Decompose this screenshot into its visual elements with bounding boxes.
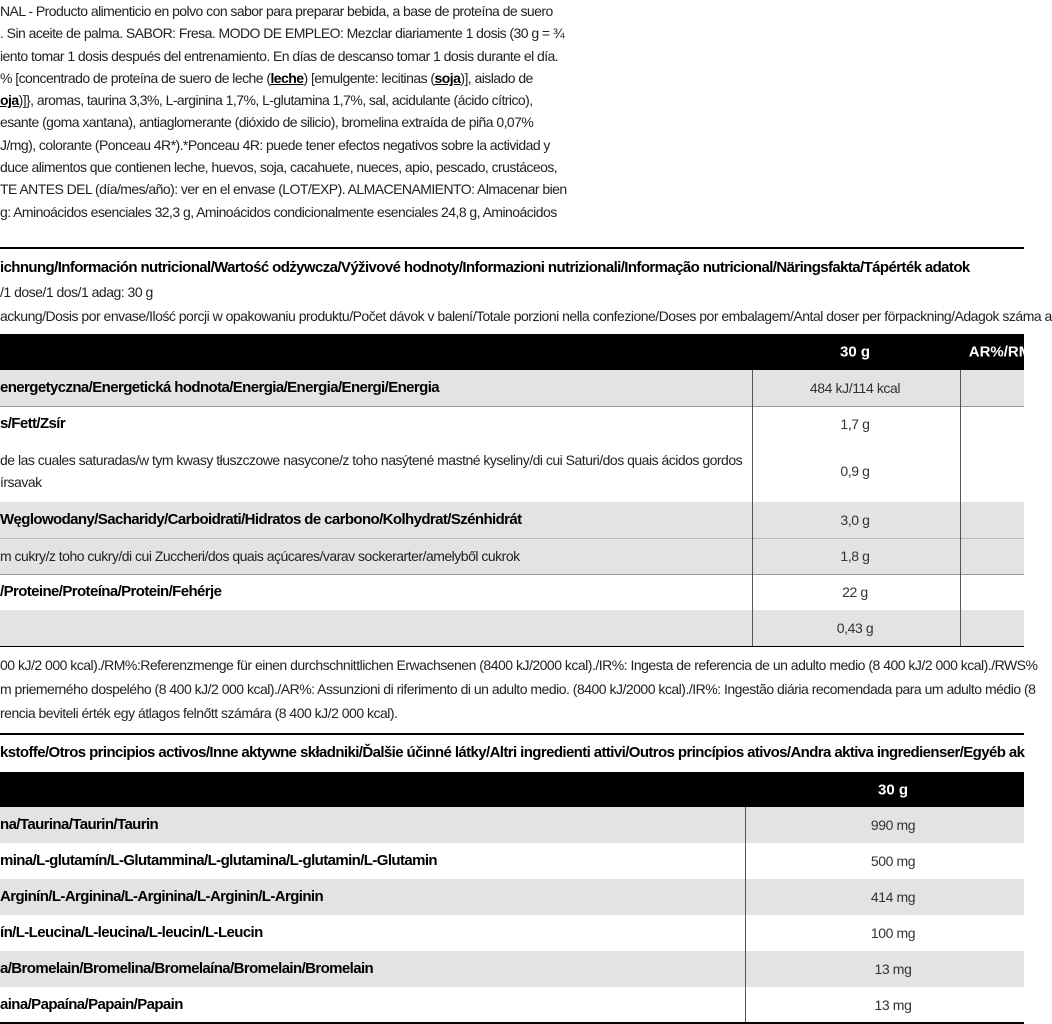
- table-row: [0, 370, 1024, 406]
- reference-intake-footnote: 00 kJ/2 000 kcal)./RM%:Referenzmenge für einen durchschnittlichen Erwachsenen (8400 kJ/2000 kcal)./IR%: Ingesta de referencia de un adulto medio (8 400 kJ/2 000 kcal)./RWS% m priemerného dospelého (8 400 kJ/2 000 kcal)./AR%: Assunzioni di riferimento di un adulto medio. (8400 kJ/2000 kcal)./IR%: Ingestão diária recomendada para um adulto médio (8 rencia beviteli érték egy átlagos felnőtt számára (8 400 kJ/2 000 kcal).: [0, 657, 1038, 721]
- ingredients-line: duce alimentos que contienen leche, huevos, soja, cacahuete, nueces, apio, pescado, crustáceos,: [0, 159, 558, 176]
- dose-line: /1 dose/1 dos/1 adag: 30 g: [0, 284, 153, 300]
- nutrient-fat-value: 1,7 g: [840, 416, 870, 432]
- actives-heading: kstoffe/Otros principios activos/Inne aktywne składniki/Ďalšie účinné látky/Altri ingredienti attivi/Outros princípios ativos/Andra aktiva ingredienser/Egyéb ak: [0, 744, 1025, 761]
- table-row: [0, 406, 1024, 442]
- ingredients-line: NAL - Producto alimenticio en polvo con sabor para preparar bebida, a base de proteína de suero: [0, 3, 553, 19]
- nutrition-heading: ichnung/Información nutricional/Wartość odżywcza/Výživové hodnoty/Informazioni nutrizionali/Informação nutricional/Näringsfakta/Tápérték adatok: [0, 259, 970, 276]
- nutrition-table-header: [0, 334, 1032, 370]
- active-taurine-value: 990 mg: [870, 817, 916, 833]
- table-row: [0, 879, 1024, 915]
- column-reference-intake: AR%/RM: [968, 343, 1032, 361]
- ingredients-line: g: Aminoácidos esenciales 32,3 g, Aminoácidos condicionalmente esenciales 24,8 g, Aminoácidos: [0, 203, 557, 220]
- ingredients-line: % [concentrado de proteína de suero de leche (leche) [emulgente: lecitinas (soja)], aislado de: [0, 69, 533, 86]
- nutrient-carbohydrate-label: Węglowodany/Sacharidy/Carboidrati/Hidratos de carbono/Kolhydrat/Szénhidrát: [0, 511, 522, 528]
- allergen-soja: oja: [0, 92, 19, 109]
- active-glutamine-value: 500 mg: [870, 853, 916, 869]
- active-glutamine-label: mina/L-glutamín/L-Glutammina/L-glutamina/L-glutamin/L-Glutamin: [0, 852, 437, 869]
- nutrient-saturates-value: 0,9 g: [840, 463, 870, 479]
- section-divider: [0, 733, 1024, 735]
- active-papain-label: aina/Papaína/Papain/Papain: [0, 996, 183, 1013]
- table-row: [0, 987, 1024, 1023]
- table-row: [0, 502, 1024, 538]
- active-papain-value: 13 mg: [874, 997, 912, 1013]
- nutrient-saturates-label: de las cuales saturadas/w tym kwasy tłuszczowe nasycone/z toho nasýtené mastné kyseliny/di cui Saturi/dos quais ácidos gordos írsavak: [0, 452, 743, 490]
- column-amount: 30 g: [877, 781, 909, 798]
- ingredients-line: oja)]}, aromas, taurina 3,3%, L-arginina 1,7%, L-glutamina 1,7%, sal, acidulante (ácido cítrico),: [0, 92, 533, 109]
- row-divider: [0, 538, 1024, 539]
- active-bromelain-value: 13 mg: [874, 961, 912, 977]
- actives-table-header: [0, 772, 1024, 807]
- table-row: [0, 538, 1024, 574]
- servings-line: ackung/Dosis por envase/Ilość porcji w opakowaniu produktu/Počet dávok v balení/Totale porzioni nella confezione/Doses por embalagem/Antal doser per förpackning/Adagok száma a: [0, 308, 1052, 324]
- column-amount: 30 g: [839, 343, 871, 361]
- active-arginine-value: 414 mg: [870, 889, 916, 905]
- table-row: [0, 442, 1024, 502]
- ingredients-line: J/mg), colorante (Ponceau 4R*).*Ponceau 4R: puede tener efectos negativos sobre la actividad y: [0, 136, 550, 153]
- column-divider: [960, 370, 961, 646]
- active-leucine-label: ín/L-Leucina/L-leucina/L-leucin/L-Leucin: [0, 924, 263, 941]
- active-taurine-label: na/Taurina/Taurin/Taurin: [0, 816, 159, 833]
- nutrient-protein-label: /Proteine/Proteína/Protein/Fehérje: [0, 583, 222, 600]
- table-row: [0, 610, 1024, 646]
- active-arginine-label: Arginín/L-Arginina/L-Arginina/L-Arginin/L-Arginin: [0, 888, 324, 905]
- active-bromelain-label: a/Bromelain/Bromelina/Bromelaína/Bromelain/Bromelain: [0, 960, 374, 977]
- ingredients-line: TE ANTES DEL (día/mes/año): ver en el envase (LOT/EXP). ALMACENAMIENTO: Almacenar bien: [0, 181, 567, 198]
- row-divider: [0, 406, 1024, 407]
- nutrient-sugars-label: m cukry/z toho cukry/di cui Zuccheri/dos quais açúcares/varav sockerarter/amelyből cukrok: [0, 548, 520, 564]
- nutrient-sugars-value: 1,8 g: [840, 548, 870, 564]
- nutrient-protein-value: 22 g: [842, 584, 868, 600]
- nutrient-salt-value: 0,43 g: [836, 620, 874, 636]
- ingredients-line: iento tomar 1 dosis después del entrenamiento. En días de descanso tomar 1 dosis durante el día.: [0, 47, 559, 64]
- nutrient-energy-value: 484 kJ/114 kcal: [809, 380, 901, 396]
- column-divider: [752, 370, 753, 646]
- nutrient-energy-label: energetyczna/Energetická hodnota/Energia/Energia/Energi/Energia: [0, 379, 440, 396]
- row-divider: [0, 574, 1024, 575]
- ingredients-paragraph: [0, 0, 567, 223]
- allergen-soja: soja: [434, 69, 461, 86]
- nutrient-fat-label: s/Fett/Zsír: [0, 415, 66, 432]
- ingredients-line: esante (goma xantana), antiaglomerante (dióxido de silicio), bromelina extraída de piña 0,07%: [0, 114, 534, 131]
- table-row: [0, 915, 1024, 951]
- column-divider: [745, 807, 746, 1024]
- active-leucine-value: 100 mg: [870, 925, 916, 941]
- table-row: [0, 951, 1024, 987]
- row-divider: [0, 646, 1024, 647]
- table-row: [0, 843, 1024, 879]
- table-row: [0, 574, 1024, 610]
- ingredients-line: . Sin aceite de palma. SABOR: Fresa. MODO DE EMPLEO: Mezclar diariamente 1 dosis (30 g = ¾: [0, 25, 565, 42]
- section-divider: [0, 247, 1024, 249]
- allergen-leche: leche: [270, 69, 304, 86]
- table-row: [0, 807, 1024, 843]
- nutrient-carbohydrate-value: 3,0 g: [840, 512, 870, 528]
